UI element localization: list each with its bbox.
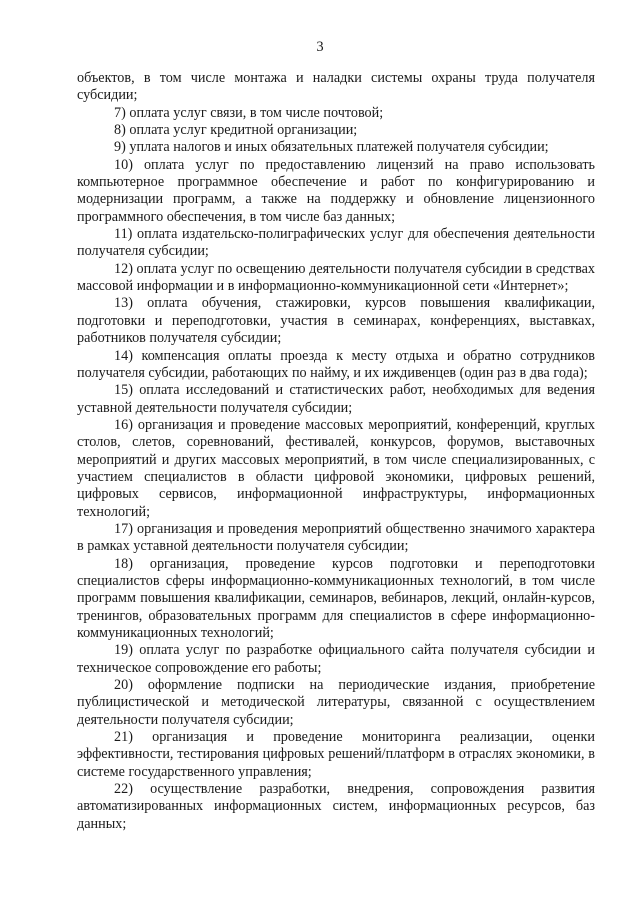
list-item-20: 20) оформление подписки на периодические издания, приобретение публицистической и методической литературы, связанной с осуществлением деятельности получателя субсидии; <box>77 677 595 728</box>
page-number: 3 <box>316 39 324 55</box>
list-item-9: 9) уплата налогов и иных обязательных платежей получателя субсидии; <box>114 139 549 156</box>
list-item-18: 18) организация, проведение курсов подготовки и переподготовки специалистов сферы информационно-коммуникационных технологий, в том числе программ повышения квалификации, семинаров, вебинаров, лекций, онлайн-курсов, тренингов, образовательных программ для специалистов в сфере информационно-коммуникационных технологий; <box>77 555 595 641</box>
list-item-8: 8) оплата услуг кредитной организации; <box>114 122 358 139</box>
document-body <box>77 70 595 833</box>
list-item-17: 17) организация и проведения мероприятий общественно значимого характера в рамках уставной деятельности получателя субсидии; <box>77 520 595 555</box>
list-item-22: 22) осуществление разработки, внедрения, сопровождения развития автоматизированных информационных систем, информационных ресурсов, баз данных; <box>77 781 595 832</box>
list-item-14: 14) компенсация оплаты проезда к месту отдыха и обратно сотрудников получателя субсидии, работающих по найму, и их иждивенцев (один раз в два года); <box>77 347 595 381</box>
list-item-12: 12) оплата услуг по освещению деятельности получателя субсидии в средствах массовой информации и в информационно-коммуникационной сети «Интернет»; <box>77 260 595 295</box>
list-item-16: 16) организация и проведение массовых мероприятий, конференций, круглых столов, слетов, соревнований, фестивалей, конкурсов, форумов, выставочных мероприятий и других массовых мероприятий, в том числе специализированных, с участием специалистов в области цифровой экономики, цифровых решений, цифровых сервисов, информационной инфраструктуры, информационных технологий; <box>77 416 595 520</box>
paragraph-continuation: объектов, в том числе монтажа и наладки системы охраны труда получателя субсидии; <box>77 70 595 104</box>
list-item-15: 15) оплата исследований и статистических работ, необходимых для ведения уставной деятельности получателя субсидии; <box>77 382 595 416</box>
list-item-19: 19) оплата услуг по разработке официального сайта получателя субсидии и техническое сопровождение его работы; <box>77 642 595 676</box>
list-item-10: 10) оплата услуг по предоставлению лицензий на право использовать компьютерное программное обеспечение и работ по конфигурированию и модернизации программ, а также на поддержку и обновление лицензионного программного обеспечения, в том числе баз данных; <box>77 156 595 225</box>
list-item-13: 13) оплата обучения, стажировки, курсов повышения квалификации, подготовки и переподготовки, участия в семинарах, конференциях, выставках, работников получателя субсидии; <box>77 295 595 347</box>
list-item-11: 11) оплата издательско-полиграфических услуг для обеспечения деятельности получателя субсидии; <box>77 226 595 260</box>
list-item-7: 7) оплата услуг связи, в том числе почтовой; <box>114 104 384 121</box>
list-item-21: 21) организация и проведение мониторинга реализации, оценки эффективности, тестирования цифровых решений/платформ в отраслях экономики, в системе государственного управления; <box>77 729 595 780</box>
